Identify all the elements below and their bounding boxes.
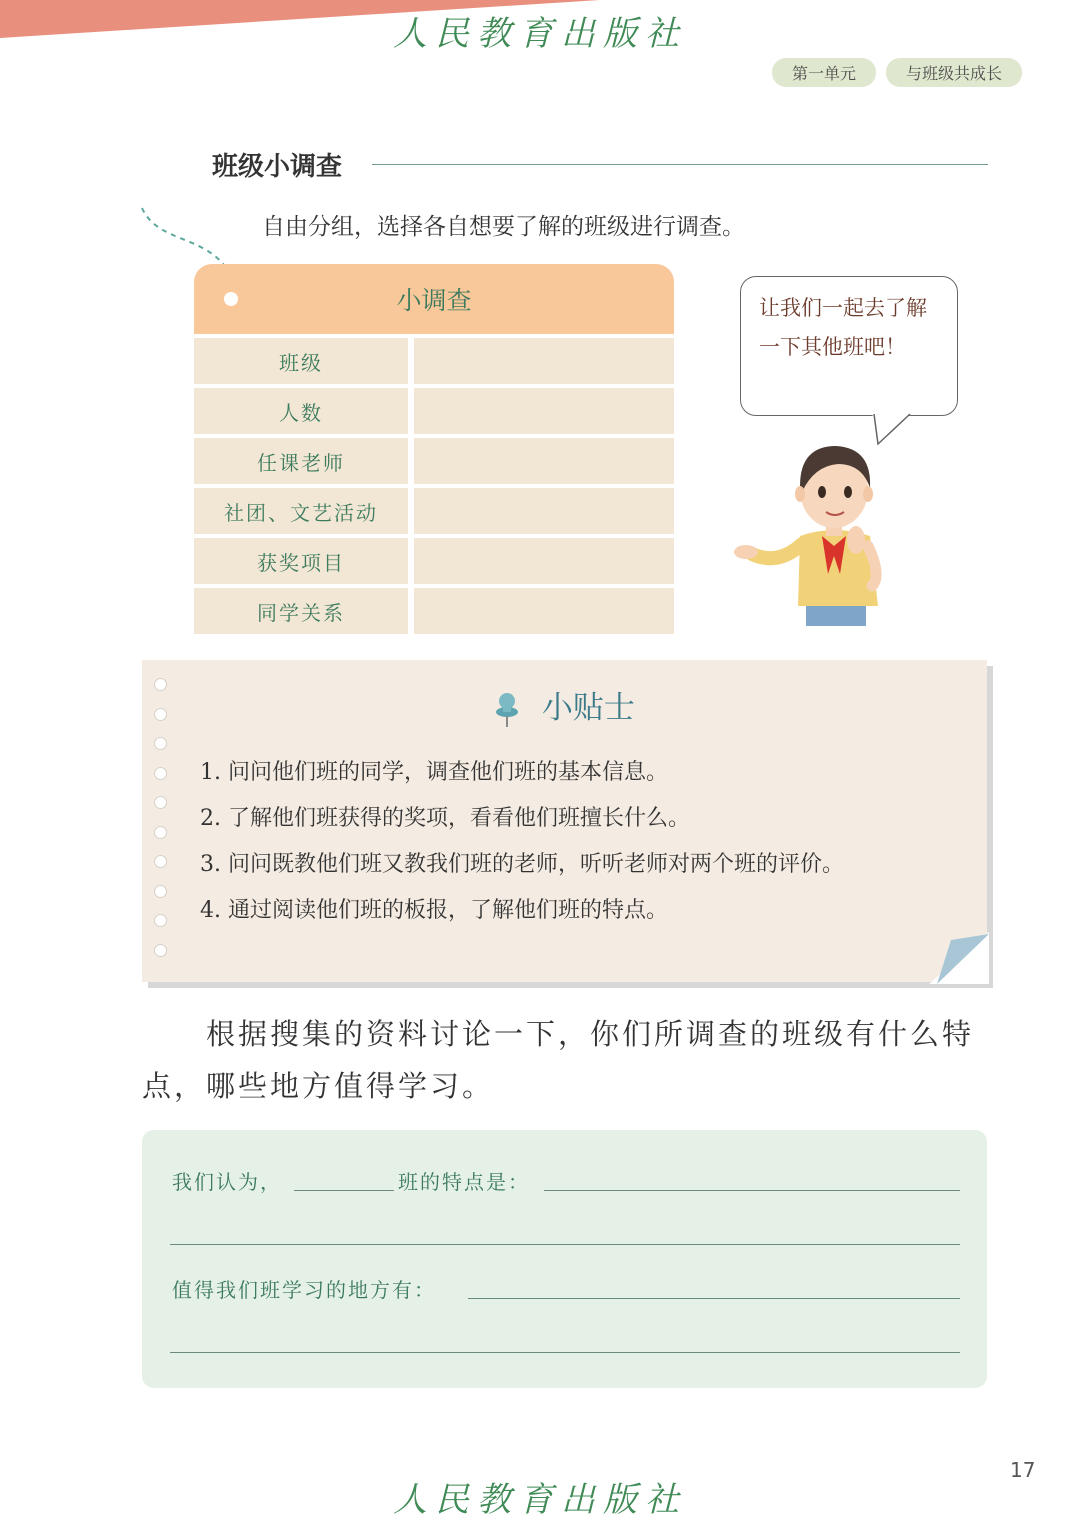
tips-item: 3. 问问既教他们班又教我们班的老师，听听老师对两个班的评价。 [200,852,844,877]
survey-answer-cell[interactable] [414,388,674,434]
survey-row [194,434,674,484]
pushpin-icon [494,692,520,728]
binding-hole [154,737,167,750]
publisher-logo-bottom: 人民教育出版社 [393,1480,687,1520]
survey-row-label: 同学关系 [194,588,408,634]
speech-bubble [740,276,958,416]
speech-text: 让我们一起去了解一下其他班吧！ [759,296,927,359]
binding-hole [154,885,167,898]
section-title-rule [372,164,988,165]
survey-row [194,584,674,634]
unit-tags [772,58,1022,87]
class-feature-blank-2[interactable] [170,1244,960,1245]
survey-answer-cell[interactable] [414,588,674,634]
boy-student-illustration [730,436,890,626]
tips-heading [142,682,987,728]
class-name-blank[interactable] [294,1190,394,1191]
unit-tag-title: 与班级共成长 [886,58,1022,87]
binding-hole [154,914,167,927]
survey-row-label: 社团、文艺活动 [194,488,408,534]
survey-answer-cell[interactable] [414,538,674,584]
survey-row [194,384,674,434]
binding-hole [154,796,167,809]
publisher-logo-top: 人民教育出版社 [393,14,687,54]
answer-line1-prefix: 我们认为， [172,1170,282,1194]
survey-row-label: 人数 [194,388,408,434]
survey-header [194,264,674,334]
answer-line1-middle: 班的特点是： [398,1170,530,1194]
tips-item: 4. 通过阅读他们班的板报，了解他们班的特点。 [200,898,668,923]
binding-hole [154,767,167,780]
survey-row-label: 任课老师 [194,438,408,484]
survey-row [194,484,674,534]
answer-line2-prefix: 值得我们班学习的地方有： [172,1278,436,1302]
survey-answer-cell[interactable] [414,438,674,484]
binding-hole [154,855,167,868]
survey-answer-cell[interactable] [414,338,674,384]
survey-row [194,334,674,384]
learning-points-blank-2[interactable] [170,1352,960,1353]
answer-area [142,1130,987,1388]
survey-title: 小调查 [396,286,472,315]
learning-points-blank[interactable] [468,1298,960,1299]
survey-row-label: 班级 [194,338,408,384]
survey-row-label: 获奖项目 [194,538,408,584]
discussion-prompt: 根据搜集的资料讨论一下，你们所调查的班级有什么特点，哪些地方值得学习。 [142,1017,975,1103]
binding-hole [154,826,167,839]
binding-hole [154,944,167,957]
survey-card [194,264,674,634]
tips-title: 小贴士 [541,690,635,726]
tips-card [142,660,987,982]
page-number: 17 [1010,1458,1036,1482]
section-title: 班级小调查 [212,152,343,182]
survey-card-hole [224,292,238,306]
tips-list [200,750,844,934]
section-intro: 自由分组，选择各自想要了解的班级进行调查。 [262,214,745,240]
tips-item: 1. 问问他们班的同学，调查他们班的基本信息。 [200,760,668,785]
survey-row [194,534,674,584]
folded-corner [929,932,989,984]
survey-answer-cell[interactable] [414,488,674,534]
unit-tag-number: 第一单元 [772,58,876,87]
class-feature-blank[interactable] [544,1190,960,1191]
tips-item: 2. 了解他们班获得的奖项，看看他们班擅长什么。 [200,806,690,831]
